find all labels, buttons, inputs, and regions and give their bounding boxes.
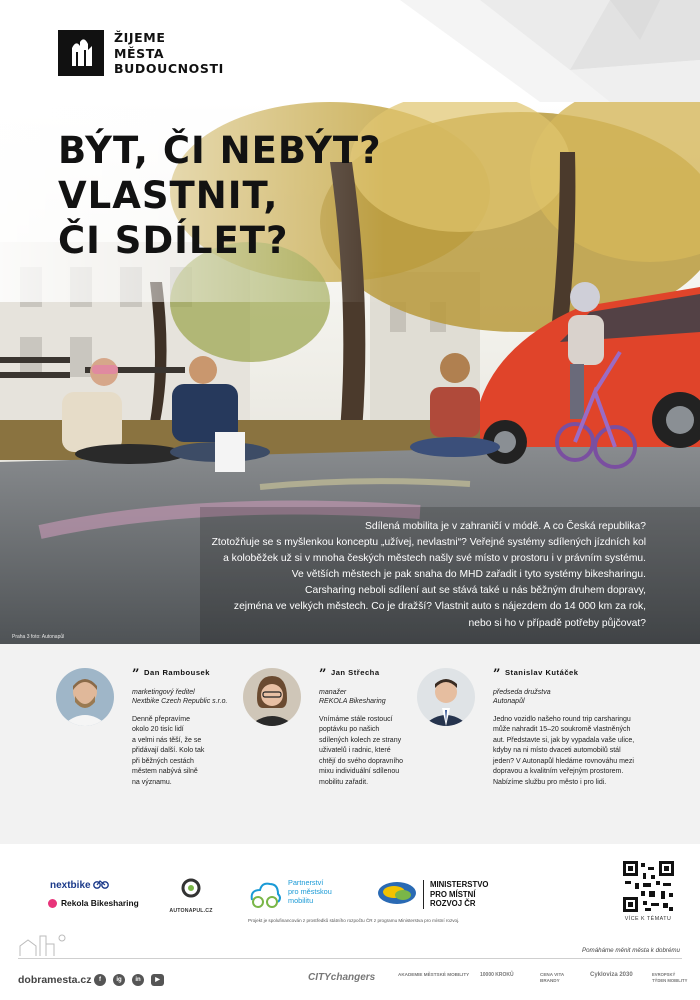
logo-mark-icon [58, 30, 104, 76]
funding-note: Projekt je spolufinancován z prostředků státního rozpočtu ČR z programu Ministerstva pro místní rozvoj. [248, 918, 460, 923]
bicycle-cloud-icon [248, 878, 282, 908]
quote-stanislav-kutacek [493, 668, 634, 788]
quote-line: aut. Představte si, jak by vypadala vaše ulice, [493, 736, 635, 744]
social-links [94, 974, 171, 986]
quote-line: chtějí do svého dopravního [319, 757, 404, 765]
quote-line: Vnímáme stále rostoucí [319, 715, 393, 723]
partnerstvi-logo[interactable] [248, 878, 332, 908]
avatar-jan-strecha [243, 668, 301, 726]
quote-line: mixu individuální sdílenou [319, 768, 400, 776]
headline-line: BÝT, ČI NEBÝT? [58, 129, 382, 172]
quote-line: může nahradit 15–20 soukromě vlastněných [493, 726, 631, 734]
logo-text [114, 30, 224, 77]
bike-icon [93, 880, 109, 889]
facebook-icon[interactable]: f [94, 974, 106, 986]
quote-line: mobilitu zařadit. [319, 778, 369, 786]
quote-line: poptávku po našich [319, 726, 380, 734]
avatar-dan-rambousek [56, 668, 114, 726]
rekola-logo[interactable] [48, 898, 139, 908]
quote-text [319, 715, 403, 789]
quote-role [319, 688, 403, 707]
cykloviza-logo[interactable]: Cykloviza 2030 [590, 972, 633, 978]
quote-text [132, 715, 227, 789]
intro-line: Ztotožňuje se s myšlenkou konceptu „užívej, nevlastni“? Veřejné systémy sdílených jízdních kol [211, 537, 646, 549]
quote-mark-icon: ” [132, 667, 140, 682]
footer-divider [18, 958, 682, 959]
quote-line: jeden? V Autonapůl hledáme rovnováhu mezi [493, 757, 634, 765]
partnerstvi-line: mobilitu [288, 896, 314, 905]
qr-label: VÍCE K TÉMATU [624, 916, 672, 922]
rekola-dot-icon [48, 899, 57, 908]
qr-code-icon[interactable] [623, 861, 674, 912]
partners-section [0, 844, 700, 1000]
avatar-stanislav-kutacek [417, 668, 475, 726]
quote-text [493, 715, 634, 789]
headline-line: VLASTNIT, [58, 174, 279, 217]
quote-jan-strecha [319, 668, 403, 788]
quote-author: Jan Střecha [330, 668, 380, 677]
quotes-section [0, 644, 700, 844]
partnerstvi-line: pro městskou [288, 887, 332, 896]
quote-role [132, 688, 227, 707]
photo-credit: Praha 3 foto: Autonapůl [12, 634, 65, 640]
website-link[interactable]: dobramesta.cz [18, 974, 92, 986]
autonapul-logo[interactable] [166, 878, 216, 914]
role-line: Autonapůl [493, 698, 525, 706]
quote-line: při běžných cestách [132, 757, 194, 765]
quote-line: a velmi nás těší, že se [132, 736, 202, 744]
logo-line: ŽIJEME [114, 30, 166, 45]
quote-line: městem nabývá silně [132, 768, 198, 776]
autonapul-ring-icon [181, 878, 201, 898]
zijeme-mesta-logo[interactable] [58, 30, 224, 77]
role-line: manažer [319, 689, 347, 696]
role-line: Nextbike Czech Republic s.r.o. [132, 698, 228, 706]
etm-logo[interactable]: EVROPSKÝ TÝDEN MOBILITY [652, 972, 688, 983]
role-line: předseda družstva [493, 689, 551, 696]
mmr-label [423, 880, 488, 909]
mmr-line: ROZVOJ ČR [430, 899, 476, 909]
quote-line: Jedno vozidlo našeho round trip carsharingu [493, 715, 631, 723]
partnerstvi-line: Partnerství [288, 878, 324, 887]
mmr-line: MINISTERSTVO [430, 880, 489, 889]
rekola-label: Rekola Bikesharing [61, 898, 139, 908]
quote-line: Nabízíme službu pro město i pro lidi. [493, 778, 607, 786]
instagram-icon[interactable]: ig [113, 974, 125, 986]
tagline: Pomáháme měnit města k dobrému [581, 947, 680, 954]
10000-kroku-logo[interactable]: 10000 KROKŮ [480, 972, 514, 978]
citychangers-logo[interactable]: CITYchangers [308, 972, 376, 983]
intro-line: nebo si ho v případě potřeby půjčovat? [468, 617, 646, 629]
quote-line: Denně přepravíme [132, 715, 190, 723]
footer [0, 964, 700, 998]
partnerstvi-label [288, 878, 332, 908]
intro-line: Ve větších městech je pak snaha do MHD zařadit i tyto systémy bikesharingu. [291, 569, 646, 581]
quote-line: přidávají další. Kolo tak [132, 747, 205, 755]
quote-role [493, 688, 634, 707]
role-line: marketingový ředitel [132, 689, 195, 696]
intro-line: a koloběžek už si v mnoha českých městech našly své místo v prostoru i v právním systému. [223, 553, 646, 565]
quote-line: kdyby na ni místo dvaceti automobilů stál [493, 747, 621, 755]
cena-vita-logo[interactable]: CENA VITA BRANDY [540, 972, 565, 983]
headline-line: ČI SDÍLET? [58, 219, 289, 262]
quote-mark-icon: ” [319, 667, 327, 682]
role-line: REKOLA Bikesharing [319, 698, 386, 706]
mmr-emblem-icon [377, 880, 417, 906]
quote-line: na významu. [132, 778, 172, 786]
header-decoration [280, 0, 700, 102]
quote-dan-rambousek [132, 668, 227, 788]
youtube-icon[interactable]: ▶ [151, 974, 164, 986]
autonapul-label: AUTONAPUL.CZ [169, 908, 213, 914]
intro-line: zejména ve velkých městech. Co je dražší? Vlastnit auto s nájezdem do 14 000 km za rok, [233, 601, 646, 613]
akademie-logo[interactable]: AKADEMIE MĚSTSKÉ MOBILITY [398, 972, 470, 977]
city-outline-icon [18, 930, 70, 956]
intro-line: Carsharing neboli sdílení aut se stává také u nás běžným druhem dopravy, [305, 585, 646, 597]
mmr-line: PRO MÍSTNÍ [430, 889, 476, 899]
quote-author: Stanislav Kutáček [504, 668, 579, 677]
logo-line: BUDOUCNOSTI [114, 61, 224, 76]
quote-author: Dan Rambousek [143, 668, 210, 677]
nextbike-label: nextbike [50, 880, 91, 891]
quote-line: sdílených kolech ze strany [319, 736, 402, 744]
intro-paragraph [186, 519, 646, 632]
quote-line: uživatelů i radnic, které [319, 747, 391, 755]
nextbike-logo[interactable] [50, 880, 109, 891]
quote-mark-icon: ” [493, 667, 501, 682]
mmr-logo[interactable] [377, 880, 488, 909]
header [0, 0, 700, 102]
intro-line: Sdílená mobilita je v zahraničí v módě. A co Česká republika? [364, 521, 646, 532]
linkedin-icon[interactable]: in [132, 974, 144, 986]
headline [58, 128, 382, 263]
quote-line: okolo 20 tisíc lidí [132, 726, 184, 734]
quote-line: dopravou a kvalitním veřejným prostorem. [493, 768, 624, 776]
logo-line: MĚSTA [114, 45, 165, 61]
